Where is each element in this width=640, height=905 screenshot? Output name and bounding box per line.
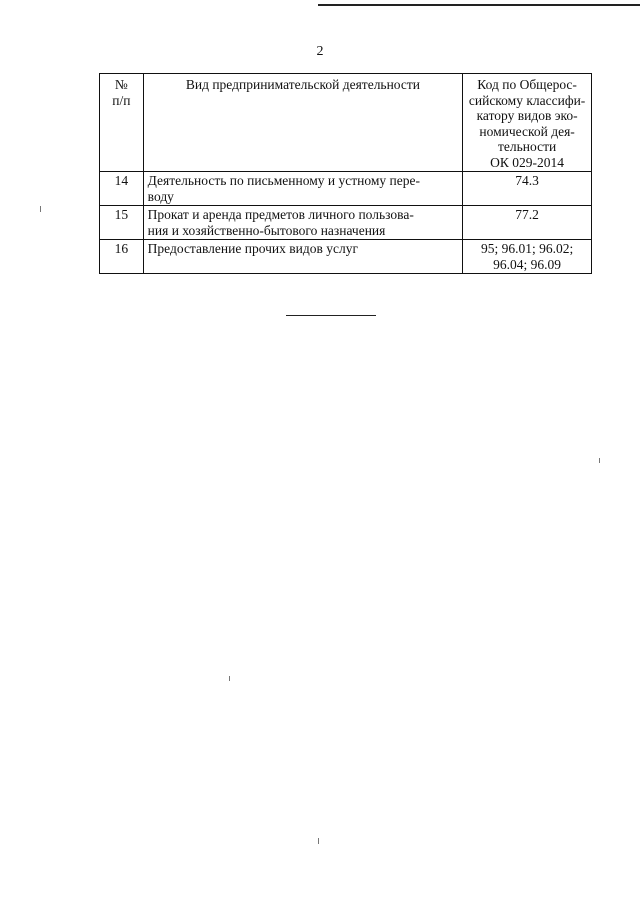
scan-speck: [318, 838, 319, 844]
header-activity: Вид предпринимательской деятельности: [143, 74, 463, 172]
row-activity-line: воду: [147, 188, 174, 204]
row-code-line: 96.04; 96.09: [493, 256, 562, 272]
row-code-line: 74.3: [515, 173, 539, 188]
row-activity: [143, 172, 463, 206]
row-activity-line: Прокат и аренда предметов личного пользова-: [147, 207, 414, 222]
row-activity-line: Деятельность по письменному и устному пере-: [147, 173, 420, 188]
header-code-line: Код по Общерос-: [477, 77, 577, 92]
scan-speck: [40, 206, 41, 212]
row-activity: [143, 206, 463, 240]
row-activity: [143, 240, 463, 274]
row-code: [463, 172, 592, 206]
row-activity-line: Предоставление прочих видов услуг: [147, 241, 358, 256]
header-code: [463, 74, 592, 172]
page-number: 2: [316, 44, 324, 59]
header-code-line: номической дея-: [479, 123, 575, 139]
row-number: 15: [100, 206, 144, 240]
header-code-line: ОК 029-2014: [490, 154, 565, 170]
activities-table: [99, 73, 592, 274]
end-of-document-rule: [286, 315, 376, 316]
header-number-line: п/п: [112, 92, 131, 108]
table-row: [100, 172, 592, 206]
table-row: [100, 240, 592, 274]
row-code-line: 77.2: [515, 207, 539, 222]
scan-speck: [599, 458, 600, 463]
scan-speck: [229, 676, 230, 681]
header-number-line: №: [114, 77, 128, 92]
top-rule: [318, 4, 640, 6]
header-code-line: катору видов эко-: [476, 108, 578, 123]
row-activity-line: ния и хозяйственно-бытового назначения: [147, 222, 386, 238]
table-row: [100, 206, 592, 240]
row-code: [463, 206, 592, 240]
header-code-line: тельности: [497, 139, 557, 154]
row-code: [463, 240, 592, 274]
header-number: [100, 74, 144, 172]
header-code-line: сийскому классифи-: [468, 92, 586, 108]
table-header-row: [100, 74, 592, 172]
row-number: 14: [100, 172, 144, 206]
row-number: 16: [100, 240, 144, 274]
row-code-line: 95; 96.01; 96.02;: [480, 241, 574, 256]
